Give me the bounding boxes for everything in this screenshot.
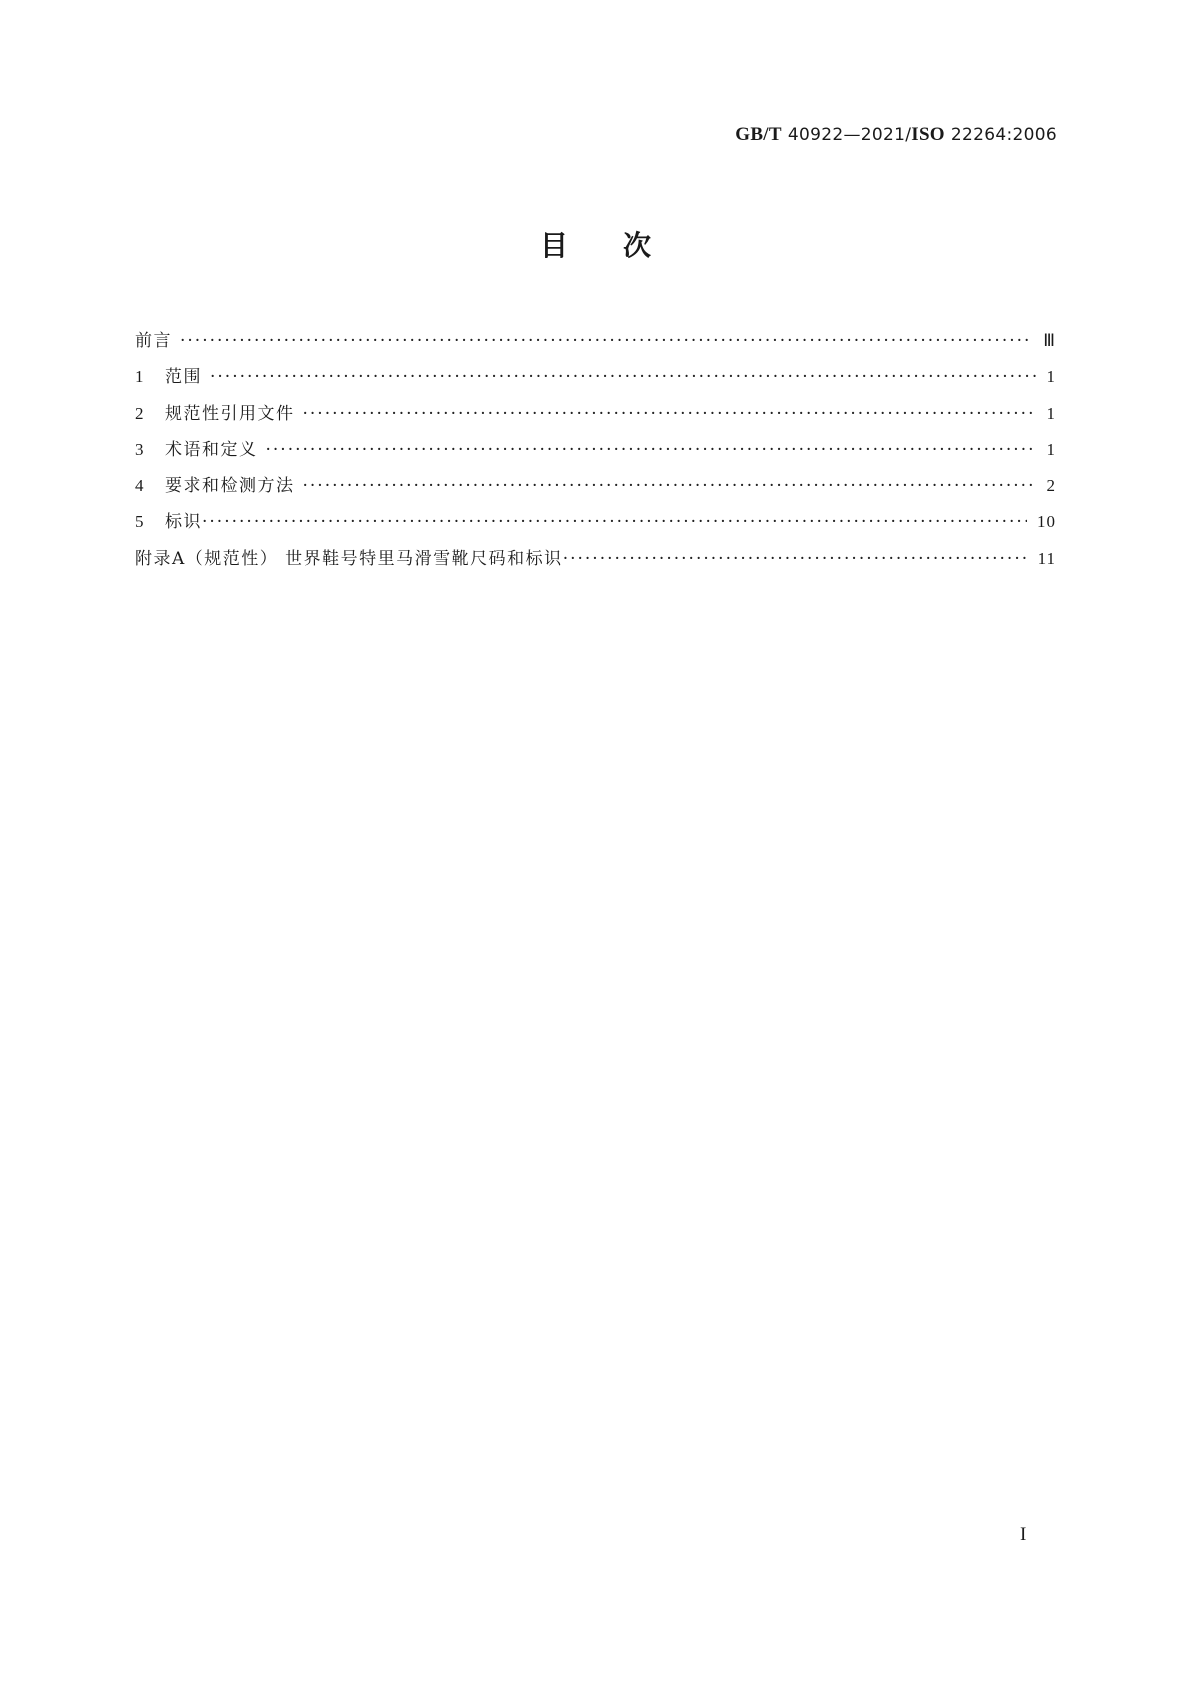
toc-entry-label: 术语和定义 (165, 439, 258, 460)
iso-code: 22264:2006 (950, 125, 1057, 145)
table-of-contents (135, 326, 1056, 580)
toc-entry-label: 规范性引用文件 (165, 403, 295, 424)
toc-entry-label: 范围 (165, 367, 202, 388)
dot-leader (180, 331, 1033, 351)
toc-entry-label: 附录A（规范性） 世界鞋号特里马滑雪靴尺码和标识 (135, 548, 563, 569)
dot-leader (210, 367, 1037, 387)
standard-number (735, 124, 1057, 146)
toc-entry-number: 5 (135, 512, 145, 532)
toc-entry-marking[interactable] (135, 507, 1056, 543)
standard-prefix: GB/T (735, 124, 782, 145)
toc-entry-page: 1 (1046, 403, 1056, 423)
toc-entry-label: 前言 (135, 331, 172, 351)
dot-leader (266, 440, 1037, 460)
iso-prefix: ISO (911, 124, 945, 145)
toc-entry-page: 1 (1046, 367, 1056, 387)
toc-entry-page: 2 (1046, 476, 1056, 496)
page-number: I (1020, 1524, 1027, 1545)
toc-entry-page: 10 (1037, 512, 1056, 532)
toc-entry-page: Ⅲ (1043, 331, 1056, 350)
toc-entry-foreword[interactable] (135, 326, 1056, 362)
toc-entry-page: 11 (1037, 548, 1056, 568)
dot-leader (303, 476, 1037, 496)
toc-entry-number: 3 (135, 439, 145, 459)
dot-leader (303, 404, 1037, 424)
toc-entry-number: 1 (135, 367, 145, 387)
dot-leader (202, 512, 1027, 532)
dot-leader (563, 549, 1028, 569)
toc-entry-annex-a[interactable] (135, 544, 1056, 580)
toc-entry-label: 要求和检测方法 (165, 476, 295, 497)
toc-entry-requirements[interactable] (135, 471, 1056, 507)
toc-entry-label: 标识 (165, 512, 202, 533)
toc-entry-normative-references[interactable] (135, 399, 1056, 435)
toc-entry-number: 4 (135, 476, 145, 496)
standard-code: 40922—2021/ (787, 125, 912, 145)
toc-entry-scope[interactable] (135, 362, 1056, 398)
toc-title: 目次 (539, 229, 706, 262)
toc-entry-page: 1 (1046, 439, 1056, 459)
toc-entry-terms-definitions[interactable] (135, 435, 1056, 471)
toc-entry-number: 2 (135, 403, 145, 423)
